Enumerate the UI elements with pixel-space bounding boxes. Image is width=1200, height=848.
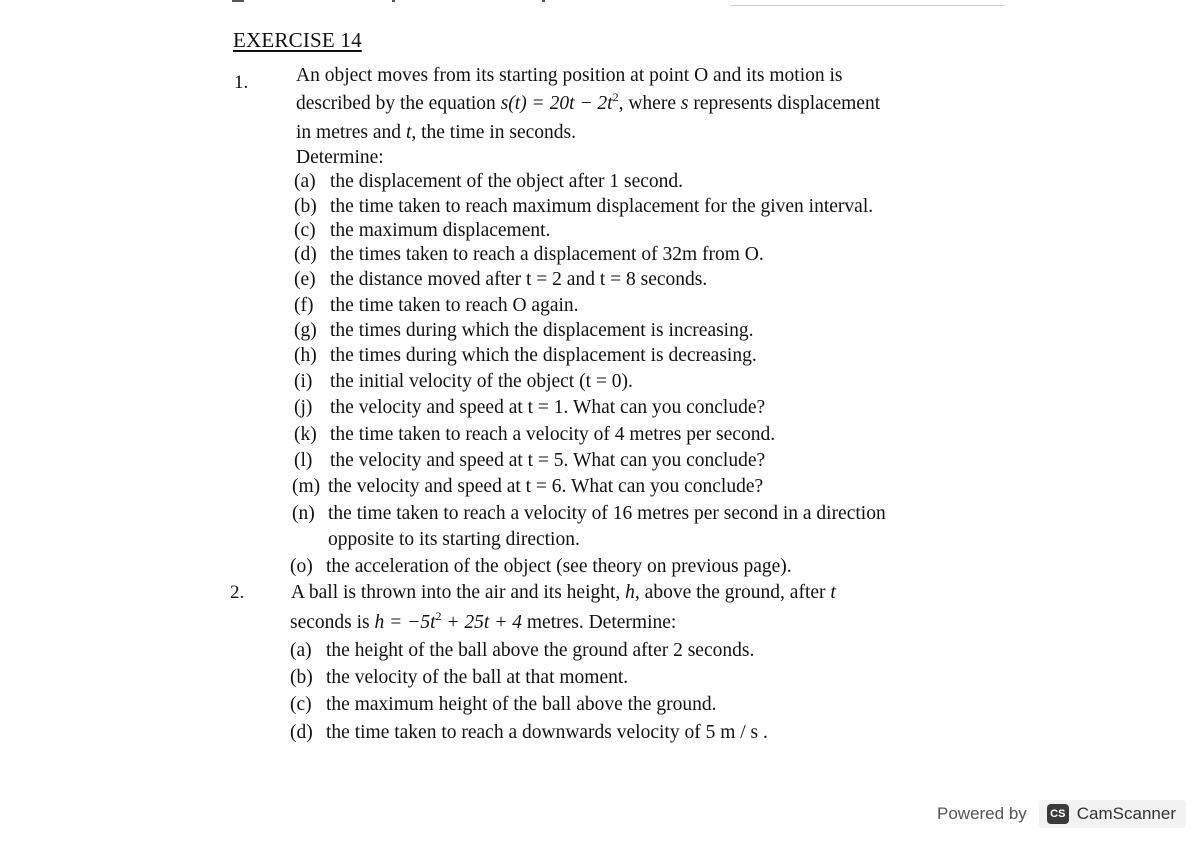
question-1-item-k: (k) the time taken to reach a velocity of 4 metres per second. — [294, 424, 776, 445]
question-1-item-a: (a) the displacement of the object after 1 second. — [294, 171, 684, 192]
question-1-item-l: (l) the velocity and speed at t = 5. What can you conclude? — [294, 450, 766, 471]
powered-by-label: Powered by — [937, 804, 1027, 823]
question-2-intro-line-2: seconds is $h = -5t^2 + 25t + 4$ metres. Determine: — [290, 609, 677, 633]
question-1-number: 1. — [234, 72, 249, 93]
question-1-item-e: (e) the distance moved after t = 2 and t = 8 seconds. — [294, 269, 708, 290]
camscanner-badge — [1039, 800, 1186, 828]
scan-top-marks — [232, 0, 552, 3]
question-2-number: 2. — [230, 582, 245, 603]
exercise-heading: EXERCISE 14 — [233, 28, 362, 52]
question-1-item-m: (m) the velocity and speed at t = 6. What can you conclude? — [292, 476, 764, 497]
question-1-intro-line-4: Determine: — [296, 147, 384, 168]
question-1-item-j: (j) the velocity and speed at t = 1. What can you conclude? — [294, 397, 766, 418]
question-2-item-d: (d) the time taken to reach a downwards velocity of 5 m / s . — [290, 722, 768, 743]
question-1-intro-line-1: An object moves from its starting position at point O and its motion is — [296, 65, 843, 86]
camscanner-logo-icon: CS — [1047, 804, 1069, 824]
question-1-item-n: (n) the time taken to reach a velocity of 16 metres per second in a direction — [292, 503, 886, 524]
question-1-item-i: (i) the initial velocity of the object (t = 0). — [294, 371, 633, 392]
question-1-item-c: (c) the maximum displacement. — [294, 220, 551, 241]
question-1-intro-line-2: described by the equation $s(t) = 20t - 2t^2$, where s represents displacement — [296, 90, 881, 114]
scan-top-rule — [730, 5, 1005, 6]
question-1-item-o: (o) the acceleration of the object (see theory on previous page). — [290, 556, 792, 577]
question-1-item-b: (b) the time taken to reach maximum displacement for the given interval. — [294, 196, 874, 217]
question-2-item-b: (b) the velocity of the ball at that moment. — [290, 667, 629, 688]
camscanner-name: CamScanner — [1076, 804, 1176, 823]
question-1-intro-line-3: in metres and t, the time in seconds. — [296, 122, 576, 143]
question-2-item-c: (c) the maximum height of the ball above the ground. — [290, 694, 717, 715]
question-2-intro-line-1: A ball is thrown into the air and its height, h, above the ground, after t — [291, 582, 836, 603]
question-1-item-n-continued: opposite to its starting direction. — [328, 529, 580, 550]
question-1-item-f: (f) the time taken to reach O again. — [294, 295, 579, 316]
question-2-item-a: (a) the height of the ball above the ground after 2 seconds. — [290, 640, 755, 661]
question-1-item-d: (d) the times taken to reach a displacement of 32m from O. — [294, 244, 764, 265]
camscanner-watermark — [937, 796, 1186, 832]
question-1-item-g: (g) the times during which the displacement is increasing. — [294, 320, 754, 341]
question-1-item-h: (h) the times during which the displacement is decreasing. — [294, 345, 757, 366]
